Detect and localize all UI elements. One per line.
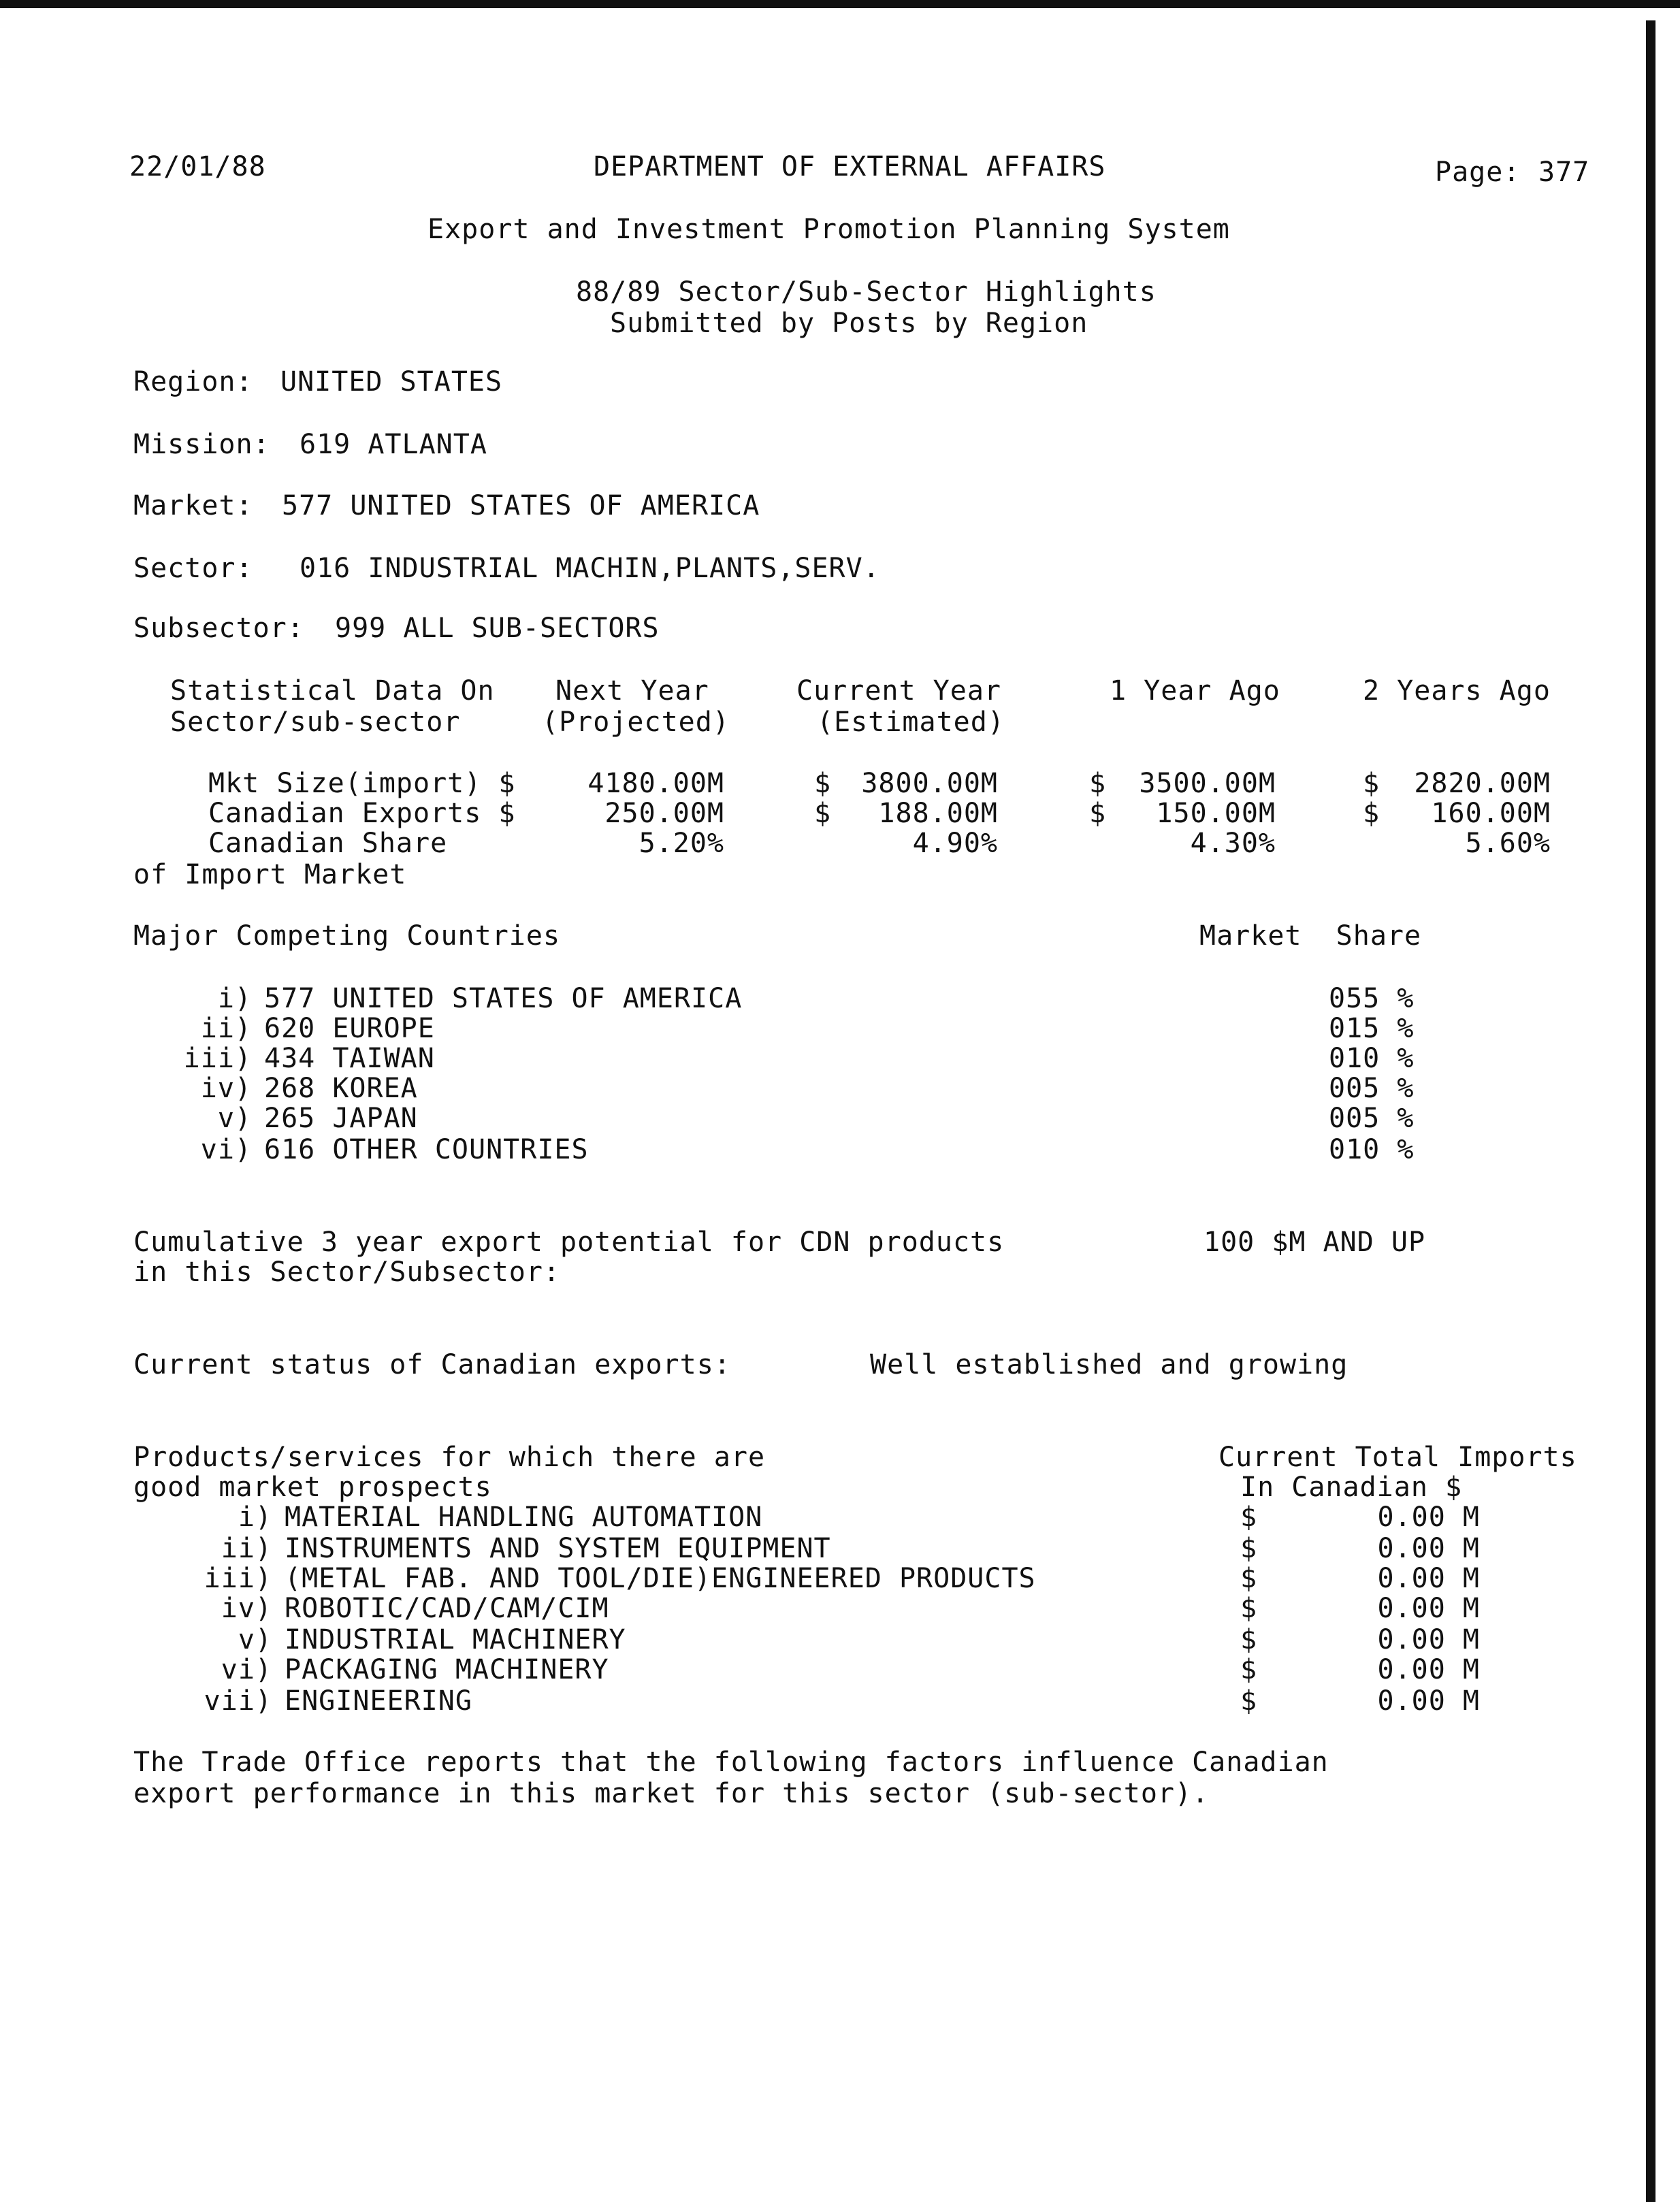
page-top-edge xyxy=(0,0,1680,8)
competitor-share: 005 % xyxy=(1329,1103,1415,1134)
product-import-value: 0.00 M xyxy=(1377,1563,1480,1594)
competitor-name: 577 UNITED STATES OF AMERICA xyxy=(264,983,743,1014)
stats-row-next: 4180.00M xyxy=(587,768,724,799)
product-currency-symbol: $ xyxy=(1240,1654,1258,1685)
stats-row-y1: 3500.00M xyxy=(1139,768,1276,799)
product-number: v) xyxy=(238,1624,272,1655)
potential-text-line-1: Cumulative 3 year export potential for CDN products xyxy=(133,1227,1005,1258)
product-number: vi) xyxy=(221,1654,272,1685)
competitor-name: 268 KOREA xyxy=(264,1073,418,1104)
potential-value: 100 $M AND UP xyxy=(1204,1227,1426,1258)
competitor-share: 015 % xyxy=(1329,1013,1415,1044)
region-label: Region: xyxy=(133,366,253,398)
imports-heading-line-1: Current Total Imports xyxy=(1218,1442,1577,1473)
subsector-label: Subsector: xyxy=(133,613,304,644)
stats-row-cur: 3800.00M xyxy=(861,768,998,799)
competitor-number: iii) xyxy=(183,1043,252,1074)
product-currency-symbol: $ xyxy=(1240,1624,1258,1655)
competitor-share: 055 % xyxy=(1329,983,1415,1014)
product-name: INSTRUMENTS AND SYSTEM EQUIPMENT xyxy=(285,1533,831,1564)
stats-row-y2: 2820.00M xyxy=(1414,768,1551,799)
mission-label: Mission: xyxy=(133,429,270,460)
status-label: Current status of Canadian exports: xyxy=(133,1349,731,1380)
stats-row-y2: 5.60% xyxy=(1465,828,1551,859)
footer-line-1: The Trade Office reports that the following factors influence Canadian xyxy=(133,1747,1329,1778)
stats-row-y2-symbol: $ xyxy=(1363,768,1380,799)
product-currency-symbol: $ xyxy=(1240,1533,1258,1564)
stats-header-next-year: Next Year xyxy=(555,675,709,707)
product-import-value: 0.00 M xyxy=(1377,1624,1480,1655)
stats-header-1-year-ago: 1 Year Ago xyxy=(1110,675,1280,707)
stats-row-next: 250.00M xyxy=(604,798,724,829)
competitor-number: v) xyxy=(217,1103,252,1134)
competitor-name: 265 JAPAN xyxy=(264,1103,418,1134)
subsector-value: 999 ALL SUB-SECTORS xyxy=(335,613,660,644)
product-number: vii) xyxy=(204,1685,272,1717)
stats-row-label: Canadian Share xyxy=(208,828,448,859)
product-name: ROBOTIC/CAD/CAM/CIM xyxy=(285,1593,609,1624)
product-currency-symbol: $ xyxy=(1240,1563,1258,1594)
product-name: INDUSTRIAL MACHINERY xyxy=(285,1624,626,1655)
system-name: Export and Investment Promotion Planning System xyxy=(427,214,1230,245)
competitor-name: 434 TAIWAN xyxy=(264,1043,435,1074)
competitor-number: i) xyxy=(217,983,252,1014)
competitor-share: 010 % xyxy=(1329,1043,1415,1074)
page-right-edge xyxy=(1646,20,1655,2202)
product-currency-symbol: $ xyxy=(1240,1502,1258,1533)
region-value: UNITED STATES xyxy=(280,366,503,398)
competitor-number: ii) xyxy=(200,1013,252,1044)
product-name: (METAL FAB. AND TOOL/DIE)ENGINEERED PRODUCTS xyxy=(285,1563,1036,1594)
competitor-number: iv) xyxy=(200,1073,252,1104)
competitors-heading: Major Competing Countries xyxy=(133,920,561,952)
page-label: Page: xyxy=(1435,157,1521,188)
competitor-number: vi) xyxy=(200,1134,252,1165)
product-currency-symbol: $ xyxy=(1240,1685,1258,1717)
product-name: ENGINEERING xyxy=(285,1685,472,1717)
stats-row-label: Canadian Exports $ xyxy=(208,798,516,829)
competitor-share: 010 % xyxy=(1329,1134,1415,1165)
products-heading-line-2: good market prospects xyxy=(133,1472,492,1503)
product-currency-symbol: $ xyxy=(1240,1593,1258,1624)
competitor-name: 620 EUROPE xyxy=(264,1013,435,1044)
imports-heading-line-2: In Canadian $ xyxy=(1240,1472,1463,1503)
stats-header-current-year: Current Year xyxy=(796,675,1001,707)
report-subtitle: Submitted by Posts by Region xyxy=(610,308,1088,339)
stats-row-next: 5.20% xyxy=(639,828,724,859)
stats-row-y1: 4.30% xyxy=(1190,828,1276,859)
product-number: ii) xyxy=(221,1533,272,1564)
stats-row-y1: 150.00M xyxy=(1156,798,1276,829)
sector-label: Sector: xyxy=(133,553,253,584)
page-number: 377 xyxy=(1538,157,1590,188)
market-value: 577 UNITED STATES OF AMERICA xyxy=(282,490,760,521)
competitor-name: 616 OTHER COUNTRIES xyxy=(264,1134,589,1165)
stats-row-y2-symbol: $ xyxy=(1363,798,1380,829)
product-import-value: 0.00 M xyxy=(1377,1654,1480,1685)
stats-row-y2: 160.00M xyxy=(1431,798,1551,829)
market-label: Market: xyxy=(133,490,253,521)
product-import-value: 0.00 M xyxy=(1377,1533,1480,1564)
product-import-value: 0.00 M xyxy=(1377,1685,1480,1717)
department-name: DEPARTMENT OF EXTERNAL AFFAIRS xyxy=(594,151,1106,182)
stats-row-y1-symbol: $ xyxy=(1089,768,1107,799)
mission-value: 619 ATLANTA xyxy=(300,429,487,460)
stats-row-cur: 4.90% xyxy=(912,828,998,859)
share-suffix: of Import Market xyxy=(133,859,407,890)
report-title: 88/89 Sector/Sub-Sector Highlights xyxy=(576,276,1157,308)
sector-value: 016 INDUSTRIAL MACHIN,PLANTS,SERV. xyxy=(300,553,880,584)
stats-row-label: Mkt Size(import) $ xyxy=(208,768,516,799)
product-number: iii) xyxy=(204,1563,272,1594)
stats-header-projected: (Projected) xyxy=(542,707,730,738)
stats-header-estimated: (Estimated) xyxy=(817,707,1005,738)
competitor-share: 005 % xyxy=(1329,1073,1415,1104)
stats-header-label-2: Sector/sub-sector xyxy=(170,707,461,738)
stats-row-cur-symbol: $ xyxy=(814,768,832,799)
product-name: PACKAGING MACHINERY xyxy=(285,1654,609,1685)
stats-row-cur: 188.00M xyxy=(878,798,998,829)
status-value: Well established and growing xyxy=(870,1349,1348,1380)
product-number: i) xyxy=(238,1502,272,1533)
market-share-heading: Market Share xyxy=(1199,920,1422,952)
report-date: 22/01/88 xyxy=(129,151,266,182)
stats-row-y1-symbol: $ xyxy=(1089,798,1107,829)
product-import-value: 0.00 M xyxy=(1377,1593,1480,1624)
stats-row-cur-symbol: $ xyxy=(814,798,832,829)
products-heading-line-1: Products/services for which there are xyxy=(133,1442,766,1473)
footer-line-2: export performance in this market for this sector (sub-sector). xyxy=(133,1778,1210,1809)
product-import-value: 0.00 M xyxy=(1377,1502,1480,1533)
stats-header-label-1: Statistical Data On xyxy=(170,675,495,707)
product-number: iv) xyxy=(221,1593,272,1624)
stats-header-2-years-ago: 2 Years Ago xyxy=(1363,675,1551,707)
potential-text-line-2: in this Sector/Subsector: xyxy=(133,1257,561,1288)
product-name: MATERIAL HANDLING AUTOMATION xyxy=(285,1502,763,1533)
